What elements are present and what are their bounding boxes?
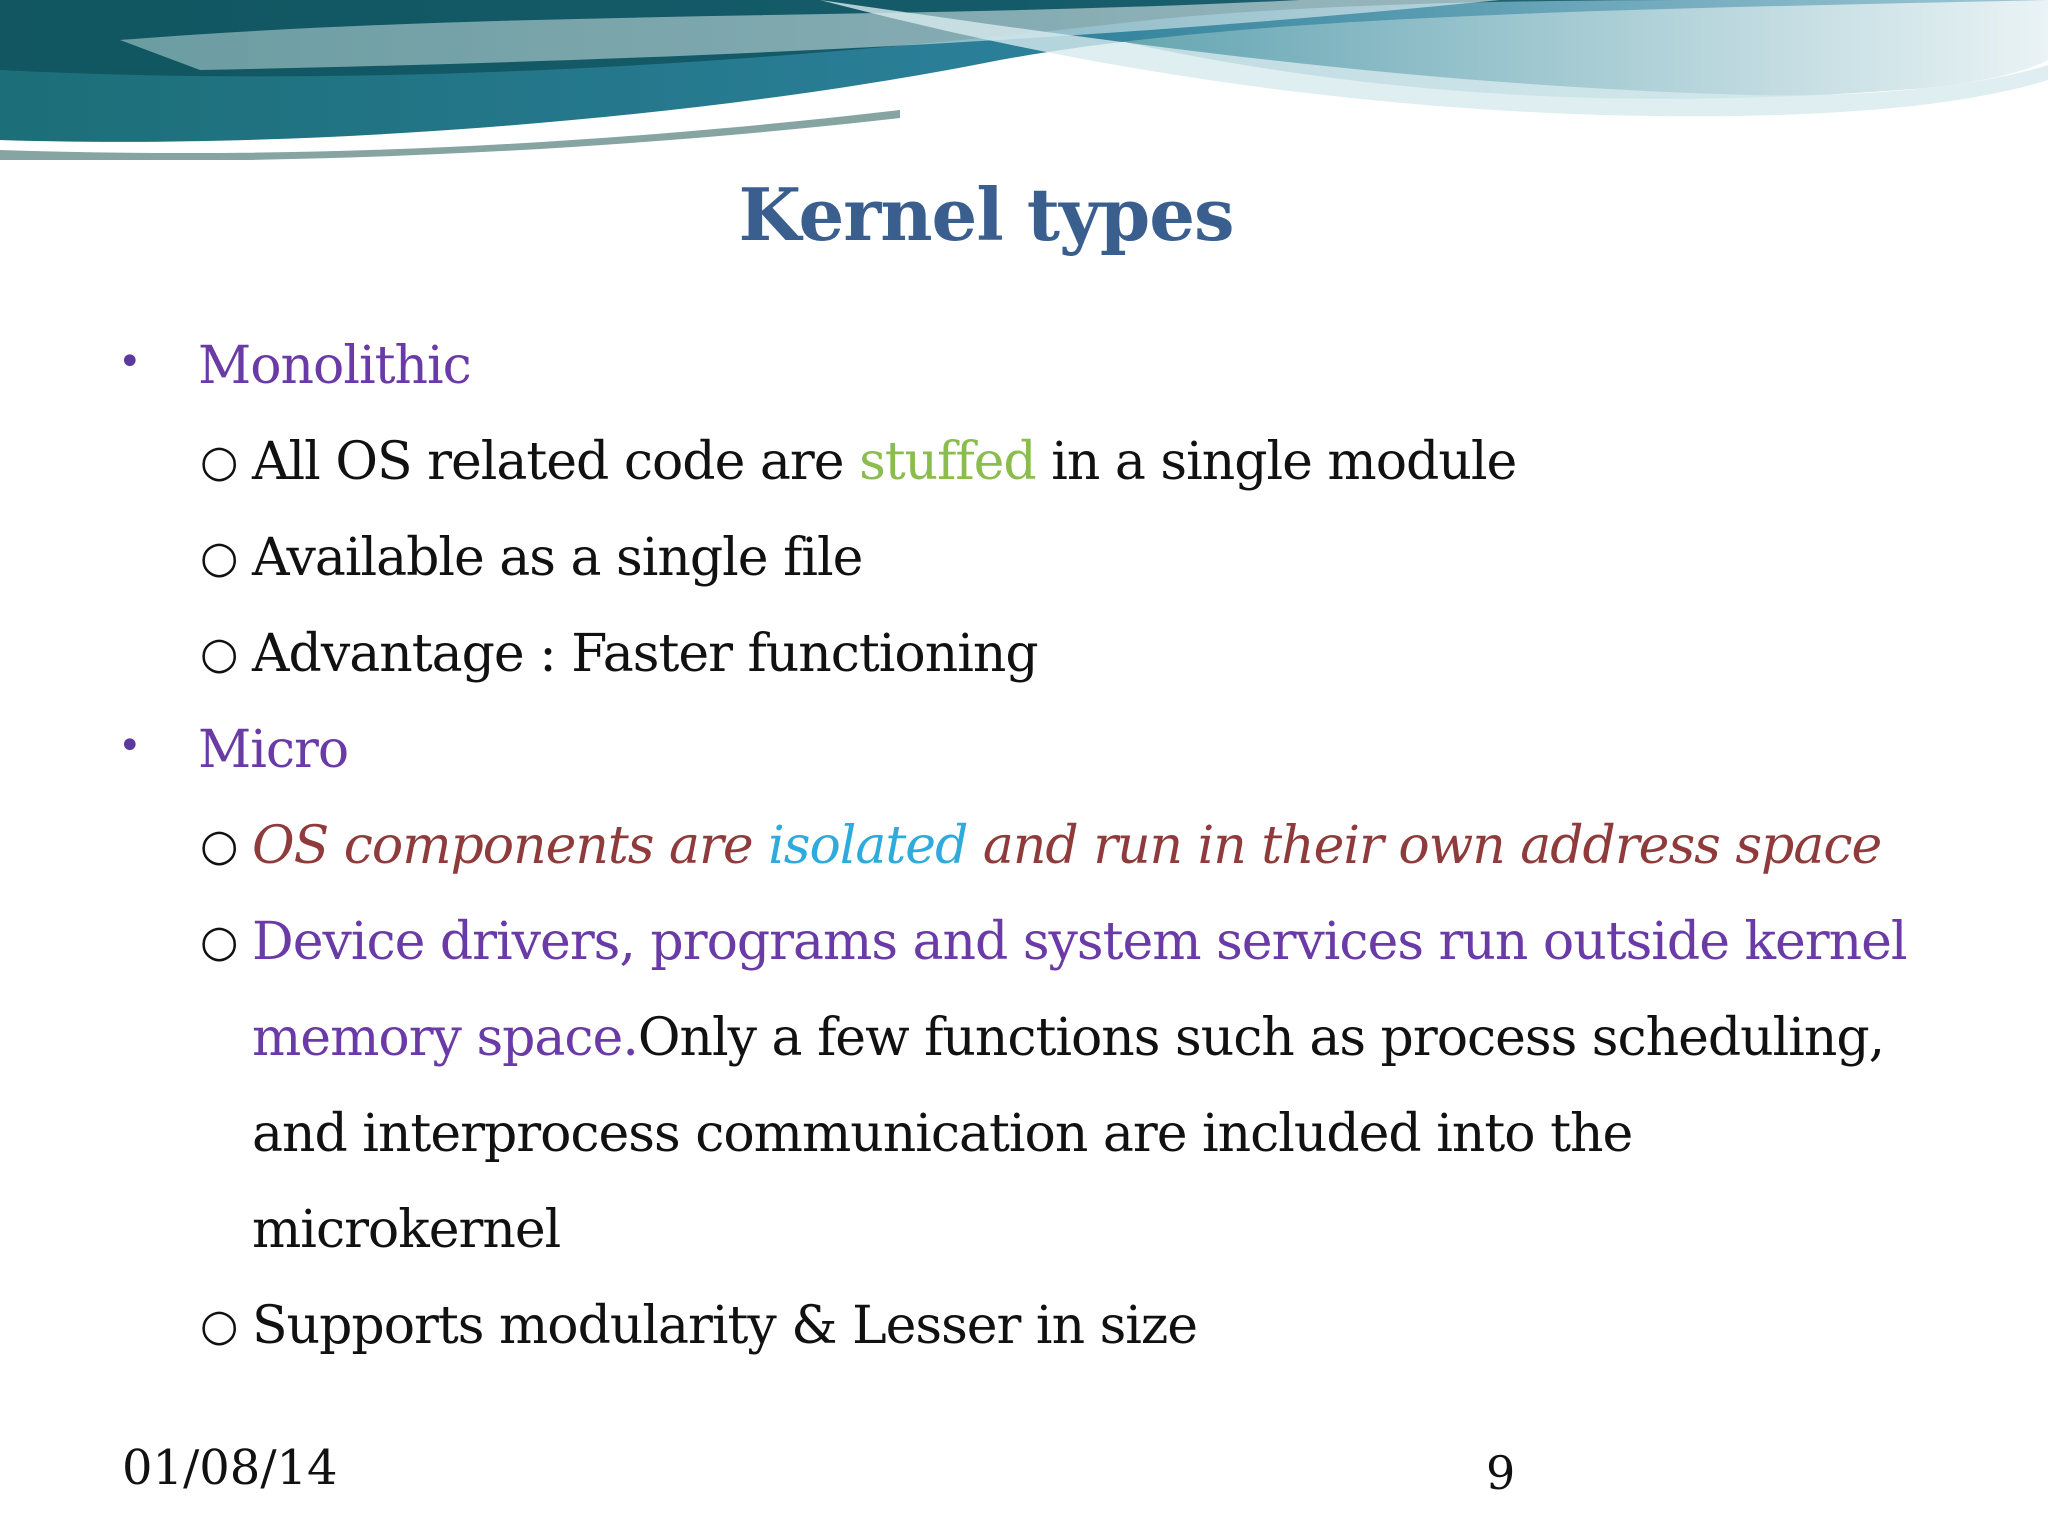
header-wave-banner xyxy=(0,0,2048,160)
sub-item-text: and interprocess communication are included into the xyxy=(252,1104,1633,1164)
highlight-word: isolated xyxy=(768,816,968,876)
sub-item-text: Supports modularity & Lesser in size xyxy=(252,1296,1198,1356)
sub-item-text: Advantage : Faster functioning xyxy=(252,624,1038,684)
section-label-micro: Micro xyxy=(198,720,349,780)
sub-item-text: OS components are isolated and run in their own address space xyxy=(252,816,1882,876)
sub-item-text: memory space.Only a few functions such as process scheduling, xyxy=(252,1008,1885,1068)
hollow-circle-bullet-icon: ○ xyxy=(200,628,238,679)
page-number: 9 xyxy=(1486,1446,1516,1500)
sub-item-text: microkernel xyxy=(252,1200,561,1260)
bullet-dot-icon: • xyxy=(118,723,141,769)
hollow-circle-bullet-icon: ○ xyxy=(200,532,238,583)
footer-date: 01/08/14 xyxy=(122,1440,338,1496)
sub-item-text: Available as a single file xyxy=(252,528,863,588)
highlight-word: stuffed xyxy=(859,432,1036,492)
hollow-circle-bullet-icon: ○ xyxy=(200,820,238,871)
hollow-circle-bullet-icon: ○ xyxy=(200,916,238,967)
bullet-dot-icon: • xyxy=(118,339,141,385)
hollow-circle-bullet-icon: ○ xyxy=(200,1300,238,1351)
sub-item-text: Device drivers, programs and system services run outside kernel xyxy=(252,912,1907,972)
sub-item-text: All OS related code are stuffed in a single module xyxy=(252,432,1517,492)
section-label-monolithic: Monolithic xyxy=(198,336,471,396)
hollow-circle-bullet-icon: ○ xyxy=(200,436,238,487)
slide-title: Kernel types xyxy=(738,172,1234,257)
